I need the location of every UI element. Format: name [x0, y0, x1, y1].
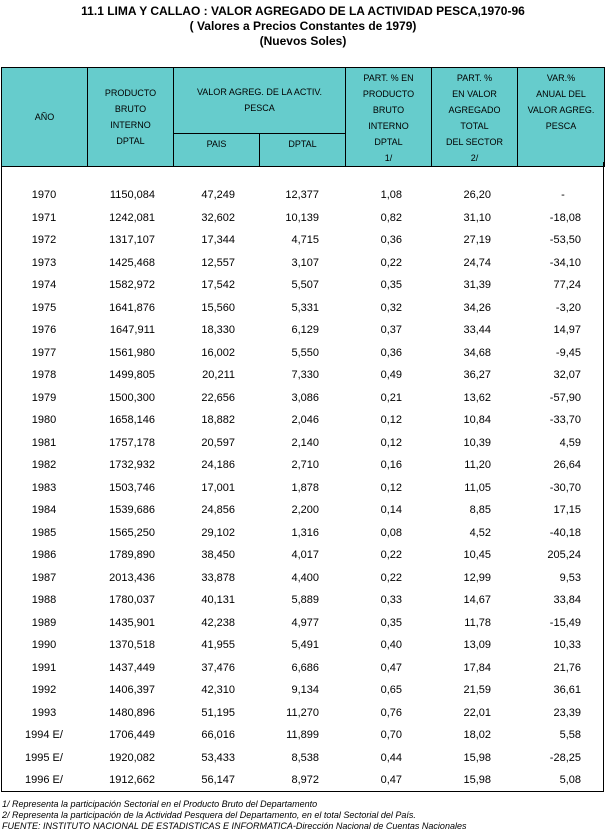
cell-var-anual: -	[561, 189, 565, 201]
cell-var-anual: 17,15	[553, 504, 581, 516]
table-row	[1, 433, 604, 456]
table-row	[1, 523, 604, 546]
cell-pesca-pais: 51,195	[201, 706, 235, 719]
cell-pesca-pais: 17,001	[201, 481, 235, 494]
cell-part-sector: 15,98	[463, 774, 491, 786]
cell-var-anual: -53,50	[549, 234, 581, 246]
cell-part-pbi: 0,65	[380, 684, 402, 696]
cell-pbi-dptal: 1565,250	[109, 526, 155, 539]
cell-year: 1974	[31, 279, 57, 291]
table-row	[1, 275, 604, 298]
cell-part-pbi: 0,12	[380, 414, 402, 426]
cell-pbi-dptal: 1647,911	[109, 324, 155, 336]
cell-part-sector: 10,39	[463, 436, 491, 449]
cell-pbi-dptal: 1425,468	[109, 256, 155, 269]
table-row	[1, 230, 604, 253]
table-row	[1, 725, 604, 748]
cell-part-pbi: 0,16	[380, 459, 402, 471]
header-var-line: PESCA	[545, 121, 577, 131]
table-body	[1, 185, 604, 793]
cell-var-anual: -40,18	[549, 526, 581, 539]
cell-part-pbi: 0,35	[380, 279, 402, 291]
cell-year: 1983	[31, 481, 57, 494]
header-var-line: ANUAL DEL	[536, 89, 586, 99]
table-row	[1, 770, 604, 793]
cell-year: 1986	[31, 549, 57, 561]
cell-pesca-pais: 38,450	[201, 549, 235, 561]
cell-year: 1982	[31, 459, 57, 471]
table-row	[1, 500, 604, 523]
table-row	[1, 298, 604, 321]
table-row	[1, 703, 604, 726]
cell-var-anual: 77,24	[553, 279, 581, 291]
cell-part-sector: 8,85	[469, 504, 491, 516]
cell-part-sector: 31,10	[463, 211, 491, 224]
title-line-2: ( Valores a Precios Constantes de 1979)	[189, 19, 417, 33]
cell-part-sector: 13,62	[463, 391, 491, 404]
cell-part-pbi: 0,40	[380, 639, 402, 651]
cell-var-anual: 33,84	[553, 594, 581, 606]
table-title	[0, 4, 606, 49]
cell-pesca-pais: 20,211	[202, 369, 235, 381]
cell-year: 1971	[31, 211, 57, 224]
cell-var-anual: -3,20	[555, 301, 581, 314]
cell-pbi-dptal: 1912,662	[109, 774, 155, 786]
cell-pbi-dptal: 1150,084	[109, 189, 155, 201]
cell-var-anual: 205,24	[547, 549, 581, 561]
cell-pbi-dptal: 1317,107	[109, 234, 155, 246]
cell-pesca-dptal: 2,046	[291, 414, 319, 426]
table-row	[1, 343, 604, 366]
cell-var-anual: 10,33	[553, 639, 581, 651]
cell-year: 1970	[31, 189, 57, 201]
cell-pbi-dptal: 1920,082	[109, 751, 155, 764]
cell-part-sector: 34,68	[463, 346, 491, 359]
table-row	[1, 680, 604, 703]
header-part2-line: AGREGADO	[448, 105, 501, 115]
header-part2	[432, 68, 518, 167]
cell-pesca-pais: 17,344	[201, 234, 235, 246]
cell-pesca-dptal: 4,977	[291, 616, 319, 629]
header-valor	[174, 68, 346, 134]
table-row	[1, 748, 604, 771]
cell-pesca-pais: 12,557	[201, 256, 235, 269]
cell-pbi-dptal: 1435,901	[109, 616, 155, 629]
cell-pesca-pais: 20,597	[201, 436, 235, 449]
cell-part-sector: 12,99	[463, 571, 491, 584]
header-pais: PAIS	[174, 133, 260, 166]
cell-pesca-pais: 53,433	[201, 751, 235, 764]
cell-pesca-pais: 41,955	[201, 639, 235, 651]
cell-part-sector: 13,09	[463, 639, 491, 651]
cell-pbi-dptal: 1641,876	[109, 301, 155, 314]
cell-year: 1980	[31, 414, 57, 426]
header-var-line: VALOR AGREG.	[527, 105, 595, 115]
cell-pbi-dptal: 1780,037	[109, 594, 155, 606]
table-row	[1, 478, 604, 501]
header-part1-line: PRODUCTO	[362, 89, 415, 99]
cell-part-pbi: 0,22	[380, 549, 402, 561]
cell-pesca-dptal: 11,899	[286, 729, 319, 741]
cell-part-sector: 34,26	[463, 301, 491, 314]
table-row	[1, 388, 604, 411]
cell-part-sector: 11,20	[464, 459, 491, 471]
cell-pesca-pais: 16,002	[201, 346, 235, 359]
header-pbi-line: DPTAL	[116, 136, 145, 146]
cell-var-anual: -18,08	[549, 211, 581, 224]
cell-pesca-pais: 17,542	[201, 279, 235, 291]
cell-part-sector: 10,45	[463, 549, 491, 561]
cell-year: 1996 E/	[25, 774, 63, 786]
header-valor-line: PESCA	[244, 103, 275, 114]
header-part2-line: EN VALOR	[452, 89, 497, 99]
cell-var-anual: -33,70	[549, 414, 581, 426]
cell-year: 1989	[31, 616, 57, 629]
cell-pesca-dptal: 2,140	[291, 436, 319, 449]
cell-pesca-pais: 22,656	[201, 391, 235, 404]
cell-pesca-pais: 29,102	[201, 526, 235, 539]
cell-pesca-pais: 18,882	[201, 414, 235, 426]
footnote-2: 2/ Representa la participación de la Actividad Pesquera del Departamento, en el total Sectorial del País.	[2, 810, 416, 820]
cell-part-sector: 18,02	[463, 729, 491, 741]
cell-year: 1973	[31, 256, 57, 269]
cell-part-sector: 24,74	[463, 256, 491, 269]
cell-pesca-dptal: 1,878	[291, 481, 319, 494]
cell-pesca-pais: 42,238	[201, 616, 235, 629]
header-part2-line: PART. %	[456, 73, 493, 83]
cell-pesca-dptal: 9,134	[291, 684, 319, 696]
table-row	[1, 613, 604, 636]
cell-part-pbi: 0,33	[380, 594, 402, 606]
cell-pesca-pais: 32,602	[201, 211, 235, 224]
cell-part-pbi: 0,14	[380, 504, 402, 516]
cell-part-pbi: 0,12	[380, 436, 402, 449]
cell-var-anual: -15,49	[549, 616, 581, 629]
table-row	[1, 545, 604, 568]
cell-pesca-dptal: 5,491	[291, 639, 319, 651]
cell-pbi-dptal: 1437,449	[109, 661, 155, 674]
header-part1	[346, 68, 432, 167]
header-part2-line: TOTAL	[460, 121, 489, 131]
header-part1-line: DPTAL	[374, 137, 403, 147]
cell-pesca-dptal: 4,017	[291, 549, 319, 561]
cell-pesca-pais: 18,330	[201, 324, 235, 336]
cell-pbi-dptal: 1539,686	[109, 504, 155, 516]
cell-part-pbi: 0,82	[380, 211, 402, 224]
cell-var-anual: 5,58	[559, 729, 581, 741]
cell-pbi-dptal: 1732,932	[109, 459, 155, 471]
header-pbi-line: INTERNO	[110, 120, 151, 130]
cell-pesca-dptal: 7,330	[291, 369, 319, 381]
cell-pbi-dptal: 1658,146	[109, 414, 155, 426]
cell-var-anual: -28,25	[549, 751, 581, 764]
cell-part-sector: 33,44	[463, 324, 491, 336]
cell-part-pbi: 0,36	[380, 234, 402, 246]
cell-part-pbi: 0,70	[380, 729, 402, 741]
header-part2-line: DEL SECTOR	[445, 137, 503, 147]
table-row	[1, 635, 604, 658]
cell-pbi-dptal: 1561,980	[109, 346, 155, 359]
cell-part-pbi: 0,36	[380, 346, 402, 359]
header-dptal: DPTAL	[260, 133, 346, 166]
cell-part-pbi: 0,35	[380, 616, 402, 629]
cell-var-anual: 21,76	[553, 661, 581, 674]
cell-part-sector: 21,59	[463, 684, 491, 696]
cell-var-anual: 5,08	[559, 774, 581, 786]
cell-year: 1993	[31, 706, 57, 719]
cell-part-sector: 15,98	[463, 751, 491, 764]
cell-part-sector: 4,52	[469, 526, 491, 539]
header-part2-line: 2/	[470, 153, 479, 163]
cell-part-sector: 14,67	[463, 594, 491, 606]
footnote-1: 1/ Representa la participación Sectorial en el Producto Bruto del Departamento	[2, 799, 318, 809]
cell-var-anual: -30,70	[549, 481, 581, 494]
cell-pesca-dptal: 11,270	[286, 706, 319, 719]
cell-year: 1995 E/	[25, 751, 63, 764]
cell-pesca-pais: 47,249	[201, 189, 235, 201]
cell-pesca-dptal: 8,972	[291, 774, 319, 786]
cell-var-anual: 26,64	[553, 459, 581, 471]
cell-pesca-dptal: 4,400	[291, 571, 319, 584]
cell-year: 1985	[31, 526, 57, 539]
cell-var-anual: 9,53	[559, 571, 581, 584]
cell-part-pbi: 0,47	[380, 774, 402, 786]
cell-part-sector: 11,05	[464, 481, 491, 494]
cell-part-pbi: 0,22	[380, 571, 402, 584]
cell-part-sector: 10,84	[463, 414, 491, 426]
cell-pbi-dptal: 1480,896	[109, 706, 155, 719]
header-pbi-line: PRODUCTO	[104, 88, 157, 98]
cell-year: 1992	[31, 684, 57, 696]
cell-pesca-pais: 37,476	[201, 661, 235, 674]
header-pbi-line: BRUTO	[114, 104, 147, 114]
cell-pesca-pais: 33,878	[201, 571, 235, 584]
cell-pesca-dptal: 6,129	[291, 324, 319, 336]
cell-pesca-dptal: 1,316	[291, 526, 319, 539]
footnotes	[2, 799, 466, 832]
cell-year: 1979	[31, 391, 57, 404]
cell-pbi-dptal: 1242,081	[109, 211, 155, 224]
cell-pesca-dptal: 5,507	[291, 279, 319, 291]
table-row	[1, 365, 604, 388]
table-row	[1, 208, 604, 231]
title-line-1: 11.1 LIMA Y CALLAO : VALOR AGREGADO DE LA ACTIVIDAD PESCA,1970-96	[81, 4, 525, 18]
cell-pesca-dptal: 5,889	[291, 594, 319, 606]
cell-pesca-pais: 42,310	[201, 684, 235, 696]
table-header	[1, 67, 605, 167]
header-var-line: VAR.%	[546, 73, 576, 83]
cell-year: 1975	[31, 301, 57, 314]
cell-part-pbi: 0,22	[380, 256, 402, 269]
cell-pesca-dptal: 3,107	[291, 256, 319, 269]
cell-pbi-dptal: 1370,518	[109, 639, 155, 651]
cell-year: 1981	[31, 436, 57, 449]
cell-pbi-dptal: 1500,300	[109, 391, 155, 404]
cell-pesca-pais: 24,186	[201, 459, 235, 471]
header-part1-line: INTERNO	[368, 121, 409, 131]
cell-var-anual: 36,61	[553, 684, 581, 696]
cell-var-anual: 14,97	[553, 324, 581, 336]
cell-pesca-dptal: 10,139	[285, 211, 319, 224]
cell-part-pbi: 0,76	[380, 706, 402, 719]
header-pbi	[88, 68, 174, 167]
cell-pbi-dptal: 1406,397	[109, 684, 155, 696]
cell-part-sector: 11,78	[464, 616, 491, 629]
cell-part-pbi: 1,08	[380, 189, 402, 201]
cell-part-pbi: 0,44	[380, 751, 402, 764]
cell-pesca-pais: 66,016	[201, 729, 235, 741]
table-row	[1, 320, 604, 343]
cell-part-pbi: 0,12	[380, 481, 402, 494]
cell-pesca-dptal: 5,331	[291, 301, 319, 314]
header-part1-line: BRUTO	[372, 105, 405, 115]
table-row	[1, 658, 604, 681]
cell-year: 1994 E/	[25, 729, 63, 741]
cell-part-pbi: 0,32	[380, 301, 402, 314]
cell-pesca-dptal: 2,710	[291, 459, 319, 471]
cell-part-sector: 26,20	[463, 189, 491, 201]
cell-part-pbi: 0,47	[380, 661, 402, 674]
cell-pbi-dptal: 1789,890	[109, 549, 155, 561]
cell-year: 1988	[31, 594, 57, 606]
table-row	[1, 455, 604, 478]
cell-pesca-dptal: 8,538	[291, 751, 319, 764]
cell-var-anual: 32,07	[553, 369, 581, 381]
header-valor-line: VALOR AGREG. DE LA ACTIV.	[196, 87, 323, 98]
source-note: FUENTE: INSTITUTO NACIONAL DE ESTADISTICAS E INFORMATICA-Dirección Nacional de Cuentas Nacionales	[2, 821, 467, 831]
cell-year: 1977	[31, 346, 57, 359]
table-row	[1, 568, 604, 591]
cell-var-anual: 23,39	[553, 706, 581, 719]
header-var	[518, 68, 605, 167]
cell-part-sector: 17,84	[463, 661, 491, 674]
header-part1-line: PART. % EN	[363, 73, 414, 83]
cell-var-anual: 4,59	[559, 436, 581, 449]
cell-part-sector: 36,27	[463, 369, 491, 381]
header-ano: AÑO	[2, 68, 88, 167]
cell-year: 1978	[31, 369, 57, 381]
cell-pesca-dptal: 4,715	[291, 234, 319, 246]
cell-year: 1984	[31, 504, 57, 516]
title-line-3: (Nuevos Soles)	[259, 34, 347, 48]
cell-pesca-pais: 15,560	[201, 301, 235, 314]
cell-year: 1976	[31, 324, 57, 336]
cell-part-sector: 27,19	[463, 234, 491, 246]
cell-pbi-dptal: 2013,436	[109, 571, 155, 584]
cell-part-sector: 31,39	[463, 279, 491, 291]
cell-pesca-dptal: 2,200	[291, 504, 319, 516]
cell-pesca-dptal: 12,377	[285, 189, 319, 201]
cell-var-anual: -9,45	[555, 346, 581, 359]
cell-pesca-dptal: 5,550	[291, 346, 319, 359]
cell-pesca-pais: 40,131	[201, 594, 235, 606]
table-row	[1, 253, 604, 276]
cell-var-anual: -57,90	[549, 391, 581, 404]
table-row	[1, 590, 604, 613]
cell-pesca-dptal: 6,686	[291, 661, 319, 674]
table-row	[1, 410, 604, 433]
cell-year: 1991	[31, 661, 57, 674]
header-part1-line: 1/	[384, 153, 393, 163]
cell-part-pbi: 0,21	[380, 391, 402, 404]
cell-part-sector: 22,01	[463, 706, 491, 719]
cell-year: 1987	[31, 571, 57, 584]
cell-pbi-dptal: 1757,178	[109, 436, 155, 449]
cell-part-pbi: 0,49	[380, 369, 402, 381]
cell-pesca-pais: 24,856	[201, 504, 235, 516]
cell-year: 1972	[31, 234, 57, 246]
cell-part-pbi: 0,08	[380, 526, 402, 539]
table-row	[1, 185, 604, 208]
cell-var-anual: -34,10	[549, 256, 581, 269]
cell-year: 1990	[31, 639, 57, 651]
cell-pesca-dptal: 3,086	[291, 391, 319, 404]
cell-pbi-dptal: 1499,805	[109, 369, 155, 381]
cell-pbi-dptal: 1706,449	[109, 729, 155, 741]
cell-part-pbi: 0,37	[380, 324, 402, 336]
cell-pbi-dptal: 1582,972	[109, 279, 155, 291]
cell-pesca-pais: 56,147	[201, 774, 235, 786]
cell-pbi-dptal: 1503,746	[109, 481, 155, 494]
